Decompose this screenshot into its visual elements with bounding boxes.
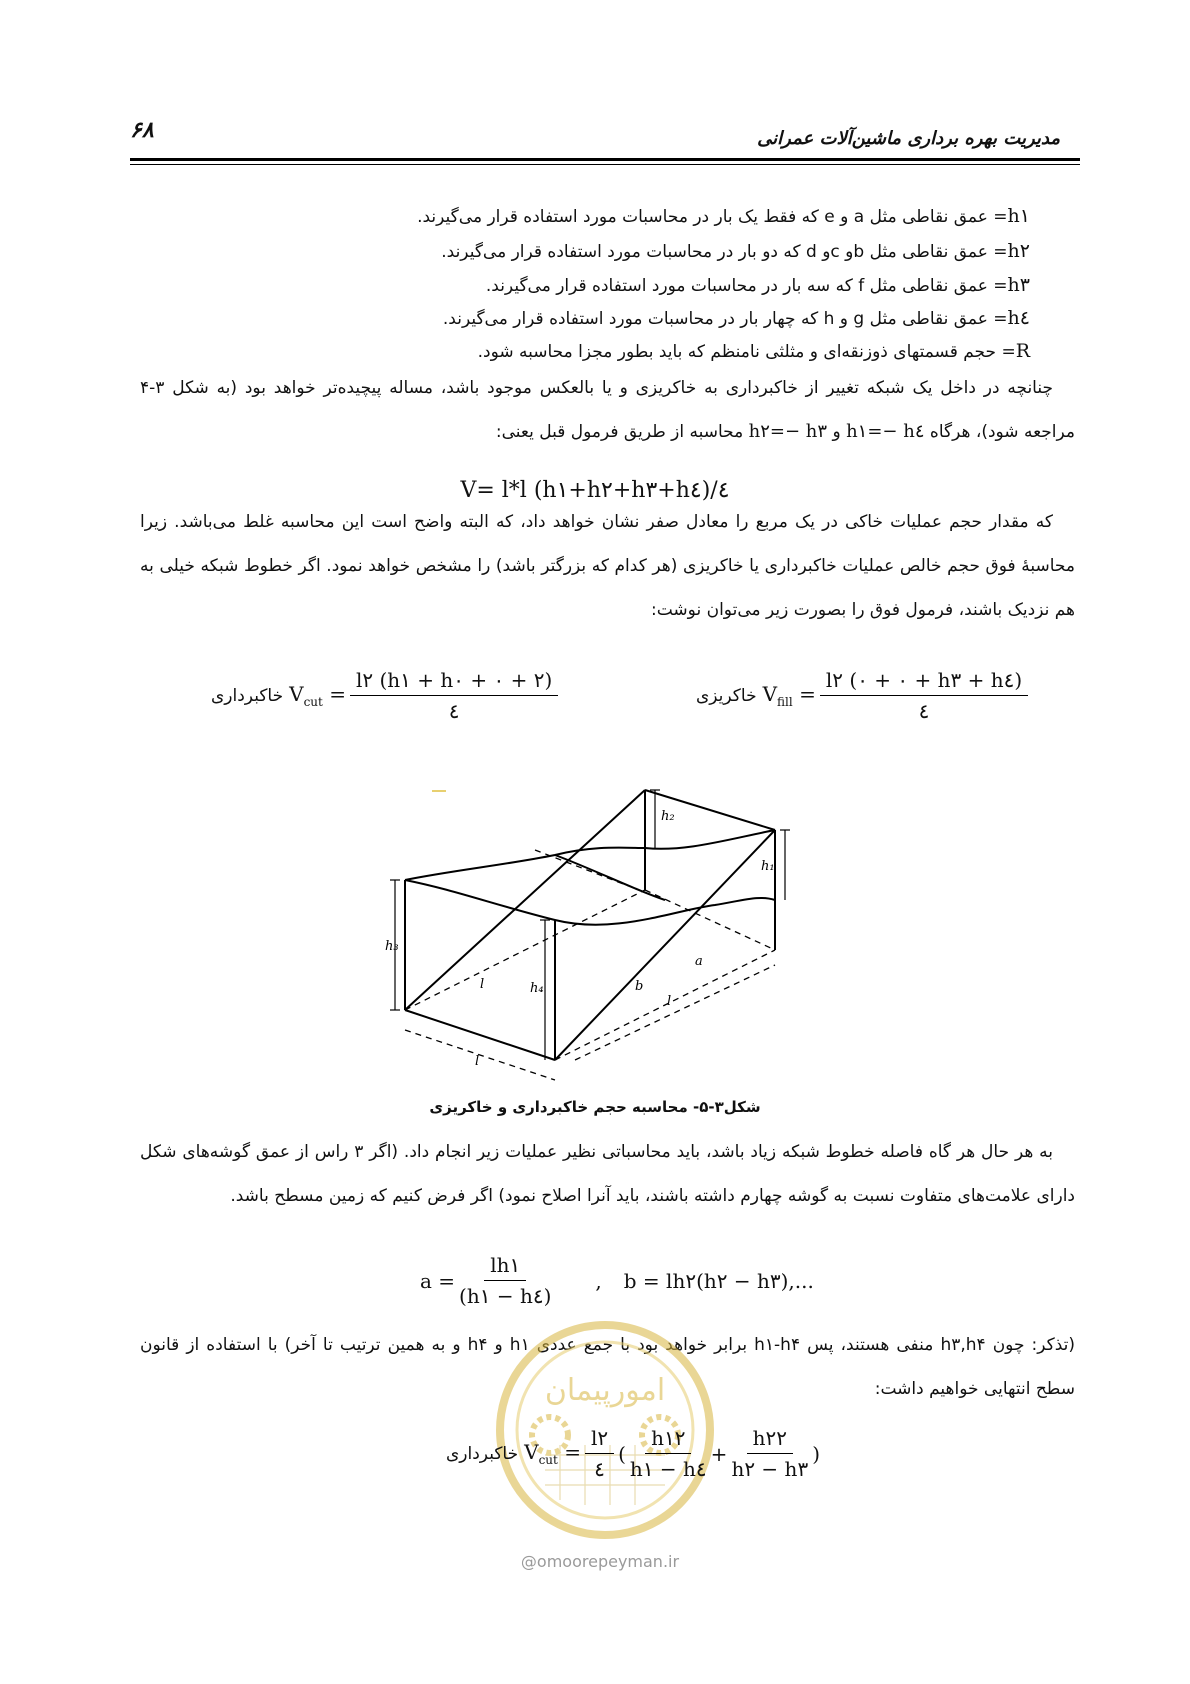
definition-symbol: h٣ [1007,274,1030,296]
formula-a-b [420,1253,814,1308]
label-b: b [635,979,644,994]
fraction-denominator: ٤ [918,699,930,723]
definition-r [478,340,1030,362]
fraction-denominator: h٢ − h٣ [731,1457,809,1481]
paragraph-text: چنانچه در داخل یک شبکه تغییر از خاکبرداری به خاکریزی و یا بالعکس موجود باشد، مساله پیچیده‌تر خواهد بود (به شکل ۳-۴ مراجعه شود)، هرگاه [140,378,1075,442]
watermark-text: امورپیمان [544,1373,666,1408]
formula-a-fraction [459,1253,551,1308]
paragraph-text: به هر حال هر گاه فاصله خطوط شبکه زیاد باشد، باید محاسباتی نظیر عملیات زیر انجام داد. (اگر ۳ راس از عمق گوشه‌های شکل دارای علامت‌های متفاوت نسبت به گوشه چهارم داشته باشند، باید آنرا اصلاح نمود) اگر فرض کنیم که زمین مسطح باشد. [140,1142,1075,1206]
fraction-numerator: l٢ (h١ + h٢ + ٠ + ٠) [350,668,558,696]
at-icon: @ [520,1552,537,1571]
definition-text: = عمق نقاطی مثل b‌و c‌و d که دو بار در محاسبات مورد استفاده قرار می‌گیرند. [441,242,1008,262]
watermark-url-text: omoorepeyman.ir [536,1552,680,1571]
definition-h1 [417,205,1030,227]
close-paren: ) [812,1441,820,1466]
fraction-numerator: l٢ (٠ + ٠ + h٣ + h٤) [820,668,1028,696]
label-h4: h₄ [530,981,544,996]
header-rule-thin [130,164,1080,165]
label-h1: h₁ [761,859,775,874]
label-h3: h₃ [385,939,399,954]
definition-text: = حجم قسمتهای ذوزنقه‌ای و مثلثی نامنظم که باید بطور مجزا محاسبه شود. [477,342,1016,362]
fraction-numerator: l٢ [585,1426,614,1454]
formula-fill [690,668,1032,723]
volume-formula: V= l*l (h١+h٢+h٣+h٤)/٤ [460,478,730,503]
fraction-denominator: (h١ − h٤) [459,1284,552,1308]
formula-final-cut [440,1426,820,1481]
paragraph-text: (تذکر: چون h۳,h۴ منفی هستند، پس h۱-h۴ برابر خواهد بود با جمع عددی h۱ و h۴ و به همین ترتیب تا آخر) با استفاده از قانون سطح انتهایی خواهیم داشت: [140,1335,1075,1399]
paragraph-zero-volume [140,500,1075,632]
formula-label: خاکبرداری [446,1443,519,1464]
definition-h2 [441,240,1030,262]
formula-a-lhs: a = [420,1268,456,1293]
paragraph-network-change [140,366,1075,454]
fraction-denominator: ٤ [448,699,460,723]
formula-separator: , [595,1268,602,1293]
formula-lhs: $V_{cut}$ = [289,682,346,709]
definition-text: = عمق نقاطی مثل a و e که فقط یک بار در محاسبات مورد استفاده قرار می‌گیرند. [417,207,1008,227]
paragraph-tail: محاسبه از طریق فرمول قبل یعنی: [495,422,744,442]
inline-formula-h1: h١=− h٤ [846,421,925,442]
formula-label: خاکریزی [696,685,757,706]
fraction-numerator: lh١ [484,1253,526,1281]
fraction-numerator: h٢٢ [747,1426,793,1454]
fraction-denominator: h١ − h٤ [629,1457,707,1481]
definition-text: = عمق نقاطی مثل g و h که چهار بار در محاسبات مورد استفاده قرار می‌گیرند. [442,309,1008,329]
formula-b: b = lh٢(h٢ − h٣),... [623,1268,814,1293]
cut-fill-diagram [385,760,795,1090]
definition-symbol: h٢ [1007,240,1030,262]
definition-symbol: R [1015,340,1030,362]
page-number: ۶۸ [130,118,154,143]
figure-caption: شکل۳-۵- محاسبه حجم خاکبرداری و خاکریزی [429,1098,761,1116]
definition-symbol: h٤ [1007,307,1030,329]
label-l-bottom: l [475,1054,480,1069]
connector-word: و [832,422,841,442]
definition-symbol: h١ [1007,205,1030,227]
formula-lhs: $V_{fill}$ = [762,682,816,709]
definition-h3 [486,274,1030,296]
plus-sign: + [710,1441,728,1466]
label-a: a [695,954,703,969]
book-title: مدیریت بهره برداری ماشین‌آلات عمرانی [757,128,1060,149]
formula-term-1 [630,1426,707,1481]
watermark-url [500,1552,700,1571]
formula-lhs: $V_{cut}$ = [524,1440,581,1467]
fraction-denominator: ٤ [594,1457,605,1481]
fraction-numerator: h١٢ [645,1426,691,1454]
label-l-right: l [667,994,672,1009]
formula-cut [205,668,562,723]
label-h2: h₂ [661,809,675,824]
formula-fraction [820,668,1028,723]
definition-text: = عمق نقاطی مثل f که سه بار در محاسبات مورد استفاده قرار می‌گیرند. [485,276,1008,296]
paragraph-text: که مقدار حجم عملیات خاکی در یک مربع را معادل صفر نشان خواهد داد، که البته واضح است این محاسبه غلط می‌باشد. زیرا محاسبهٔ فوق حجم خالص عملیات خاکبرداری یا خاکریزی (هر کدام که بزرگتر باشد) را مشخص خواهد نمود. اگر خطوط شبکه خیلی به هم نزدیک باشند، فرمول فوق را بصورت زیر می‌توان نوشت: [140,512,1075,620]
formula-label: خاکبرداری [211,685,284,706]
header-rule [130,158,1080,161]
formula-coefficient [585,1426,614,1481]
paragraph-large-grid [140,1130,1075,1218]
definition-h4 [443,307,1030,329]
inline-formula-h2: h٢=− h٣ [748,421,828,442]
label-l: l [480,977,485,992]
formula-fraction [350,668,558,723]
formula-term-2 [731,1426,808,1481]
open-paren: ( [618,1441,626,1466]
